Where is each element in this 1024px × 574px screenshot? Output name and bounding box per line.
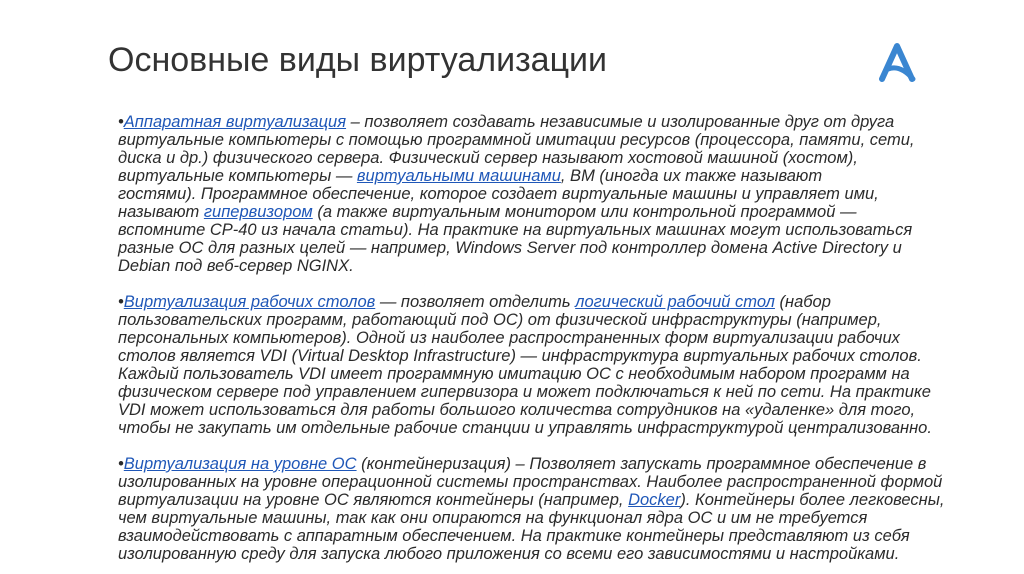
text-line bbox=[118, 311, 998, 329]
hyperlink[interactable]: логический рабочий стол bbox=[575, 293, 775, 311]
text-line bbox=[118, 239, 998, 257]
text-line bbox=[118, 113, 998, 131]
paragraph-1 bbox=[118, 113, 998, 275]
text-line bbox=[118, 221, 998, 239]
text-line bbox=[118, 473, 998, 491]
hyperlink[interactable]: гипервизором bbox=[203, 203, 313, 221]
hyperlink[interactable]: Виртуализация на уровне ОС bbox=[123, 455, 357, 473]
body-text: (контейнеризация) – Позволяет запускать программное обеспечение в bbox=[356, 455, 927, 473]
body-text: (а также виртуальным монитором или контрольной программой — bbox=[312, 203, 857, 221]
logo-icon bbox=[876, 42, 918, 82]
slide-body bbox=[118, 113, 998, 563]
bullet: • bbox=[118, 455, 124, 473]
body-text: физическом сервере под управлением гипервизора и может подключаться к ней по сети. На практике bbox=[118, 383, 931, 401]
paragraph-2 bbox=[118, 293, 998, 437]
body-text: пользовательских программ, работающий под ОС) от физической инфраструктуры (например, bbox=[118, 311, 882, 329]
body-text: разные ОС для разных целей — например, Windows Server под контроллер домена Active Directory и bbox=[118, 239, 902, 257]
body-text: виртуальные компьютеры с помощью программной имитации ресурсов (процессора, памяти, сети, bbox=[118, 131, 915, 149]
body-text: ). Контейнеры более легковесны, bbox=[680, 491, 945, 509]
body-text: изолированную среду для запуска любого приложения со всеми его зависимостями и настройками. bbox=[118, 545, 900, 563]
text-line bbox=[118, 257, 998, 275]
text-line bbox=[118, 545, 998, 563]
body-text: виртуальные компьютеры — bbox=[118, 167, 357, 185]
body-text: виртуализации на уровне ОС являются контейнеры (например, bbox=[118, 491, 629, 509]
hyperlink[interactable]: Docker bbox=[628, 491, 681, 509]
text-line bbox=[118, 149, 998, 167]
body-text: диска и др.) физического сервера. Физический сервер называют хостовой машиной (хостом), bbox=[118, 149, 858, 167]
hyperlink[interactable]: Виртуализация рабочих столов bbox=[123, 293, 376, 311]
body-text: чтобы не закупать им отдельные рабочие станции и управлять инфраструктурой централизованно. bbox=[118, 419, 932, 437]
bullet: • bbox=[118, 293, 124, 311]
body-text: (набор bbox=[774, 293, 831, 311]
text-line bbox=[118, 203, 998, 221]
text-line bbox=[118, 527, 998, 545]
text-line bbox=[118, 185, 998, 203]
text-line bbox=[118, 401, 998, 419]
text-line bbox=[118, 509, 998, 527]
text-line bbox=[118, 293, 998, 311]
hyperlink[interactable]: виртуальными машинами bbox=[356, 167, 561, 185]
body-text: персональных компьютеров). Одной из наиболее распространенных форм виртуализации рабочих bbox=[118, 329, 900, 347]
body-text: изолированных на уровне операционной системы пространствах. Наиболее распространенной формой bbox=[118, 473, 943, 491]
body-text: VDI может использоваться для работы большого количества сотрудников на «удаленке» для того, bbox=[118, 401, 916, 419]
text-line bbox=[118, 167, 998, 185]
body-text: чем виртуальные машины, так как они опираются на функционал ядра ОС и им не требуется bbox=[118, 509, 868, 527]
text-line bbox=[118, 131, 998, 149]
body-text: — позволяет отделить bbox=[375, 293, 576, 311]
body-text: Debian под веб-сервер NGINX. bbox=[118, 257, 354, 275]
body-text: вспомните СР-40 из начала статьи). На практике на виртуальных машинах могут использоваться bbox=[118, 221, 913, 239]
text-line bbox=[118, 365, 998, 383]
text-line bbox=[118, 491, 998, 509]
body-text: называют bbox=[118, 203, 204, 221]
text-line bbox=[118, 383, 998, 401]
text-line bbox=[118, 347, 998, 365]
text-line bbox=[118, 419, 998, 437]
text-line bbox=[118, 455, 998, 473]
body-text: – позволяет создавать независимые и изолированные друг от друга bbox=[346, 113, 895, 131]
body-text: гостями). Программное обеспечение, которое создает виртуальные машины и управляет ими, bbox=[118, 185, 879, 203]
bullet: • bbox=[118, 113, 124, 131]
slide-title: Основные виды виртуализации bbox=[108, 41, 608, 79]
body-text: Каждый пользователь VDI имеет программную имитацию ОС с необходимым набором программ на bbox=[118, 365, 910, 383]
body-text: , ВМ (иногда их также называют bbox=[560, 167, 823, 185]
paragraph-3 bbox=[118, 455, 998, 563]
text-line bbox=[118, 329, 998, 347]
body-text: взаимодействовать с аппаратным обеспечением. На практике контейнеры представляют из себя bbox=[118, 527, 910, 545]
body-text: столов является VDI (Virtual Desktop Infrastructure) — инфраструктура виртуальных рабочих столов. bbox=[118, 347, 922, 365]
hyperlink[interactable]: Аппаратная виртуализация bbox=[123, 113, 347, 131]
